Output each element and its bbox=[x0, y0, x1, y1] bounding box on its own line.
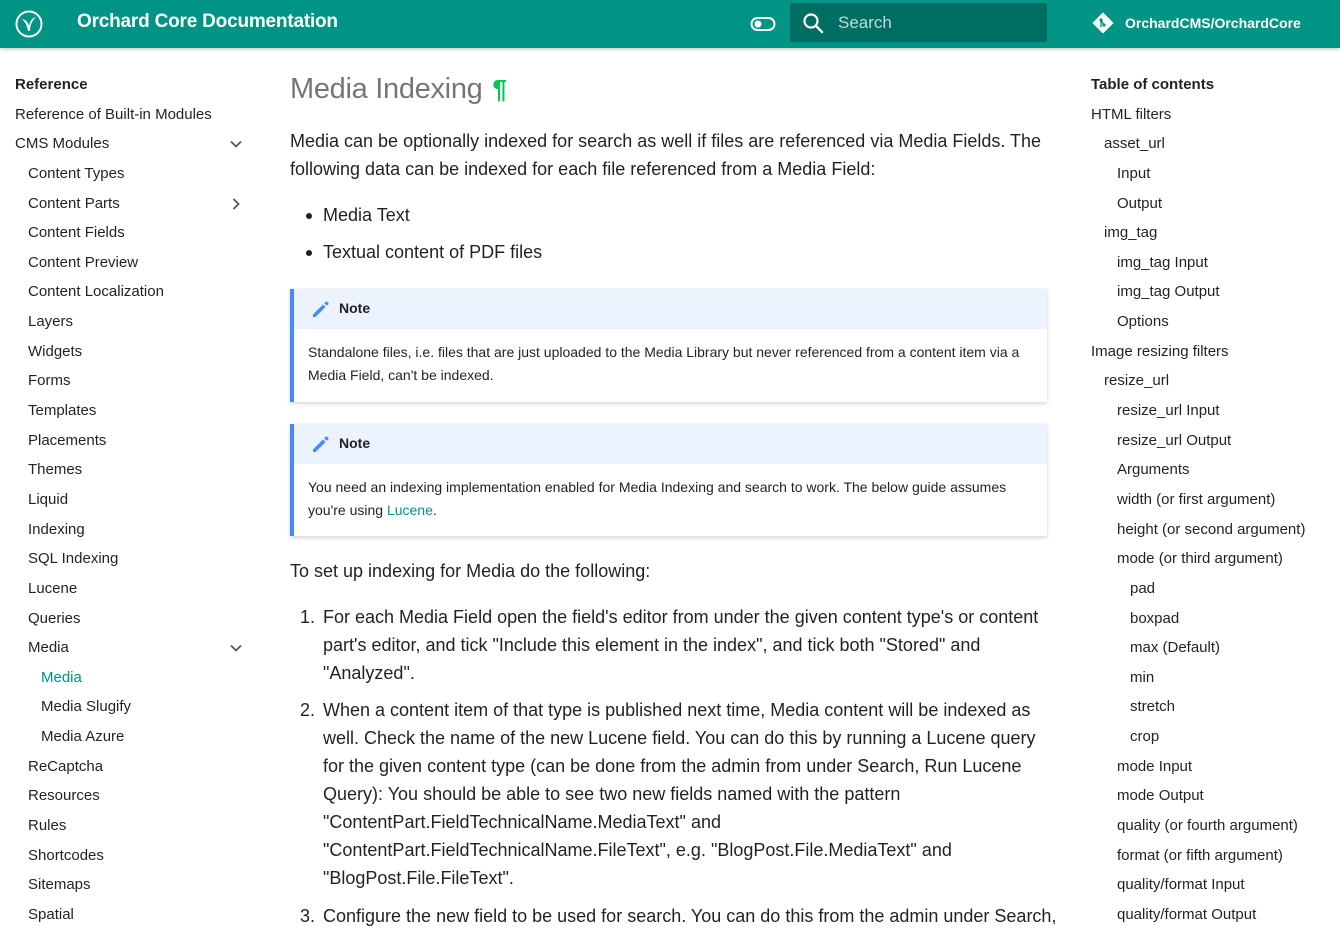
step-text: When a content item of that type is published next time, Media content will be indexed as well. Check the name of the new Lucene field. You can do this by running a Lucene query for the given content type (can be done from the admin from under Search, Run Lucene Query): You should be able to see two new fields named with the pattern "ContentPart.FieldTechnicalName.MediaText" and "ContentPart.FieldTechnicalName.FileText", e.g. "BlogPost.File.MediaText" and "BlogPost.File.FileText". bbox=[323, 700, 1036, 888]
toc-item-resize-url-output[interactable]: resize_url Output bbox=[1117, 432, 1232, 449]
nav-item-content-types[interactable]: Content Types bbox=[28, 165, 125, 182]
step-number: 3. bbox=[300, 906, 316, 926]
note-body-text: You need an indexing implementation enabled for Media Indexing and search to work. The below guide assumes you're using bbox=[308, 479, 1007, 518]
nav-item-sql-indexing[interactable]: SQL Indexing bbox=[28, 550, 119, 567]
toc-item-pad[interactable]: pad bbox=[1130, 580, 1156, 597]
git-icon bbox=[1091, 11, 1115, 35]
page-title-text: Media Indexing bbox=[290, 73, 483, 105]
toc-item-options[interactable]: Options bbox=[1117, 313, 1169, 330]
toc-item-resize-url[interactable]: resize_url bbox=[1104, 372, 1170, 389]
page-title bbox=[290, 73, 507, 106]
site-title[interactable]: Orchard Core Documentation bbox=[77, 11, 338, 32]
note-title: Note bbox=[339, 435, 371, 451]
toc-item-format[interactable]: format (or fifth argument) bbox=[1117, 847, 1283, 864]
step-number: 2. bbox=[300, 700, 316, 720]
nav-item-media-group[interactable]: Media bbox=[28, 639, 69, 656]
toc-item-min[interactable]: min bbox=[1130, 669, 1155, 686]
step-text: Configure the new field to be used for search. You can do this from the admin under Search, bbox=[323, 906, 1057, 926]
note-admonition bbox=[290, 424, 1047, 536]
toc-heading: Table of contents bbox=[1091, 76, 1215, 93]
nav-item-content-localization[interactable]: Content Localization bbox=[28, 283, 164, 300]
bullet-marker bbox=[306, 213, 312, 219]
toc-item-image-resizing-filters[interactable]: Image resizing filters bbox=[1091, 343, 1229, 360]
bullet-marker bbox=[306, 250, 312, 256]
toc-item-max[interactable]: max (Default) bbox=[1130, 639, 1221, 656]
toc-item-input[interactable]: Input bbox=[1117, 165, 1151, 182]
nav-item-shortcodes[interactable]: Shortcodes bbox=[28, 847, 104, 864]
toc-item-img-tag-output[interactable]: img_tag Output bbox=[1117, 283, 1220, 300]
nav-item-templates[interactable]: Templates bbox=[28, 402, 97, 419]
note-header bbox=[294, 424, 1047, 464]
toc-item-width[interactable]: width (or first argument) bbox=[1117, 491, 1276, 508]
search-input[interactable] bbox=[790, 3, 1047, 42]
toc-item-output[interactable]: Output bbox=[1117, 195, 1163, 212]
toc-item-boxpad[interactable]: boxpad bbox=[1130, 610, 1180, 627]
toc-item-resize-url-input[interactable]: resize_url Input bbox=[1117, 402, 1220, 419]
nav-item-built-in-modules[interactable]: Reference of Built-in Modules bbox=[15, 106, 212, 123]
toc-item-arguments[interactable]: Arguments bbox=[1117, 461, 1190, 478]
pencil-icon bbox=[310, 433, 332, 455]
toc-item-img-tag-input[interactable]: img_tag Input bbox=[1117, 254, 1208, 271]
nav-item-spatial[interactable]: Spatial bbox=[28, 906, 74, 923]
toc-item-mode[interactable]: mode (or third argument) bbox=[1117, 550, 1283, 567]
step-text: For each Media Field open the field's editor from under the given content type's or content part's editor, and tick "Include this element in the index", and tick both "Stored" and "Analyzed". bbox=[323, 607, 1039, 683]
nav-item-lucene[interactable]: Lucene bbox=[28, 580, 78, 597]
nav-item-sitemaps[interactable]: Sitemaps bbox=[28, 876, 91, 893]
nav-item-placements[interactable]: Placements bbox=[28, 432, 107, 449]
search-icon bbox=[802, 12, 824, 34]
orchard-logo-icon[interactable] bbox=[15, 10, 43, 38]
list-item: Media Text bbox=[323, 205, 410, 225]
nav-item-content-fields[interactable]: Content Fields bbox=[28, 224, 125, 241]
nav-item-content-parts[interactable]: Content Parts bbox=[28, 195, 120, 212]
toc-item-html-filters[interactable]: HTML filters bbox=[1091, 106, 1172, 123]
nav-item-forms[interactable]: Forms bbox=[28, 372, 71, 389]
note-body: Standalone files, i.e. files that are just uploaded to the Media Library but never referenced from a content item via a Media Field, can't be indexed. bbox=[308, 344, 1020, 383]
lucene-link[interactable]: Lucene bbox=[386, 502, 433, 518]
nav-item-media-active[interactable]: Media bbox=[41, 669, 82, 686]
repo-name: OrchardCMS/OrchardCore bbox=[1125, 15, 1301, 31]
nav-item-queries[interactable]: Queries bbox=[28, 610, 81, 627]
toc-item-asset-url[interactable]: asset_url bbox=[1104, 135, 1165, 152]
toc-item-quality[interactable]: quality (or fourth argument) bbox=[1117, 817, 1298, 834]
nav-item-layers[interactable]: Layers bbox=[28, 313, 74, 330]
toc-item-crop[interactable]: crop bbox=[1130, 728, 1160, 745]
nav-item-content-preview[interactable]: Content Preview bbox=[28, 254, 139, 271]
toc-item-quality-format-output[interactable]: quality/format Output bbox=[1117, 906, 1257, 923]
pencil-icon bbox=[310, 298, 332, 320]
chevron-down-icon[interactable] bbox=[228, 640, 244, 656]
nav-item-cms-modules[interactable]: CMS Modules bbox=[15, 135, 110, 152]
note-admonition bbox=[290, 289, 1047, 402]
step-number: 1. bbox=[300, 607, 316, 627]
toc-item-quality-format-input[interactable]: quality/format Input bbox=[1117, 876, 1245, 893]
list-item: Textual content of PDF files bbox=[323, 242, 543, 262]
note-title: Note bbox=[339, 300, 371, 316]
nav-heading: Reference bbox=[15, 76, 88, 93]
toc-item-mode-output[interactable]: mode Output bbox=[1117, 787, 1204, 804]
setup-intro: To set up indexing for Media do the following: bbox=[290, 561, 651, 581]
note-header bbox=[294, 289, 1047, 329]
nav-item-themes[interactable]: Themes bbox=[28, 461, 83, 478]
note-body-end: . bbox=[432, 502, 437, 518]
chevron-right-icon[interactable] bbox=[228, 196, 244, 212]
top-header bbox=[0, 0, 1340, 48]
intro-paragraph: Media can be optionally indexed for search as well if files are referenced via Media Fields. The following data can be indexed for each file referenced from a Media Field: bbox=[290, 131, 1042, 179]
nav-item-rules[interactable]: Rules bbox=[28, 817, 67, 834]
nav-item-recaptcha[interactable]: ReCaptcha bbox=[28, 758, 104, 775]
nav-item-media-slugify[interactable]: Media Slugify bbox=[41, 698, 132, 715]
nav-item-media-azure[interactable]: Media Azure bbox=[41, 728, 125, 745]
toc-item-stretch[interactable]: stretch bbox=[1130, 698, 1176, 715]
toc-item-img-tag[interactable]: img_tag bbox=[1104, 224, 1158, 241]
theme-toggle-icon[interactable] bbox=[750, 13, 776, 35]
nav-item-widgets[interactable]: Widgets bbox=[28, 343, 83, 360]
nav-item-indexing[interactable]: Indexing bbox=[28, 521, 85, 538]
toc-item-height[interactable]: height (or second argument) bbox=[1117, 521, 1306, 538]
nav-item-liquid[interactable]: Liquid bbox=[28, 491, 69, 508]
chevron-down-icon[interactable] bbox=[228, 136, 244, 152]
nav-item-resources[interactable]: Resources bbox=[28, 787, 100, 804]
permalink-anchor[interactable]: ¶ bbox=[492, 74, 507, 104]
note-body bbox=[308, 476, 1038, 522]
search-placeholder: Search bbox=[838, 13, 892, 32]
toc-item-mode-input[interactable]: mode Input bbox=[1117, 758, 1193, 775]
